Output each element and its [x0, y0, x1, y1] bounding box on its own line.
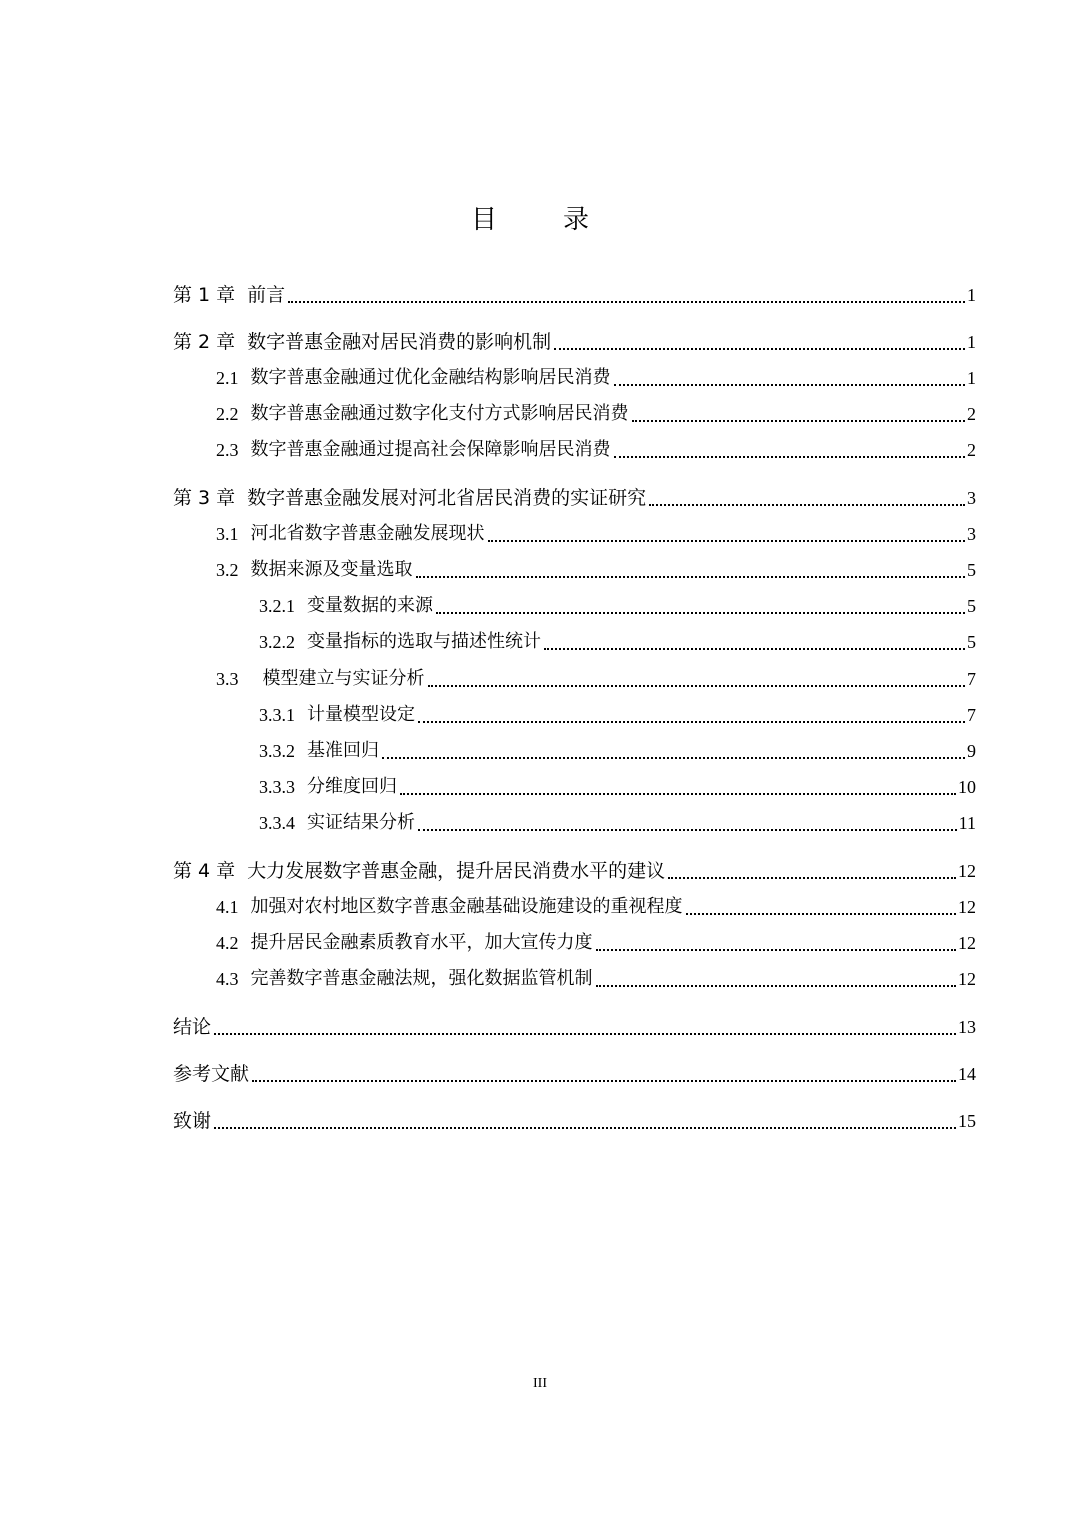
toc-entry-page: 1	[967, 285, 976, 305]
toc-entry-number: 第 3 章	[173, 487, 236, 509]
toc-entry-page: 12	[958, 933, 976, 953]
toc-entry-label: 致谢	[173, 1110, 212, 1132]
toc-entry-label: 河北省数字普惠金融发展现状	[250, 523, 485, 544]
toc-entry-page: 3	[967, 524, 976, 544]
dot-leader	[632, 419, 966, 422]
toc-entry[interactable]	[173, 399, 976, 429]
toc-entry-page: 1	[967, 332, 976, 352]
toc-entry-label: 分维度回归	[307, 776, 397, 797]
toc-entry-number: 3.2.2	[259, 632, 295, 652]
toc-entry-page: 7	[967, 669, 976, 689]
toc-entry-page: 7	[967, 705, 976, 725]
toc-entry-label: 实证结果分析	[307, 812, 415, 833]
toc-entry-page: 2	[967, 440, 976, 460]
toc-entry-label: 数字普惠金融对居民消费的影响机制	[247, 331, 552, 353]
toc-entry-label: 数字普惠金融通过优化金融结构影响居民消费	[250, 367, 611, 388]
page-title: 目 录	[470, 205, 609, 235]
toc-entry[interactable]	[173, 627, 976, 657]
toc-entry-page: 3	[967, 488, 976, 508]
dot-leader	[382, 756, 965, 759]
toc-entry-label: 数据来源及变量选取	[250, 559, 413, 580]
toc-entry[interactable]	[173, 591, 976, 621]
toc-entry-label: 数字普惠金融发展对河北省居民消费的实证研究	[247, 487, 647, 509]
toc-entry-page: 5	[967, 560, 976, 580]
toc-entry-page: 14	[958, 1064, 976, 1084]
toc-entry-page: 5	[967, 632, 976, 652]
toc-entry-number: 2.3	[216, 440, 239, 460]
toc-entry-label: 大力发展数字普惠金融，提升居民消费水平的建议	[247, 860, 666, 882]
dot-leader	[214, 1126, 956, 1129]
toc-entry[interactable]	[173, 483, 976, 513]
toc-entry[interactable]	[173, 856, 976, 886]
toc-entry[interactable]	[173, 1106, 976, 1136]
dot-leader	[649, 503, 965, 506]
toc-entry-label: 加强对农村地区数字普惠金融基础设施建设的重视程度	[250, 896, 683, 917]
toc-entry-label: 计量模型设定	[307, 704, 415, 725]
toc-entry-number: 3.3.4	[259, 813, 295, 833]
toc-entry[interactable]	[173, 892, 976, 922]
dot-leader	[554, 347, 965, 350]
toc-entry-page: 12	[958, 897, 976, 917]
toc-entry-label: 变量数据的来源	[307, 595, 433, 616]
toc-entry[interactable]	[173, 555, 976, 585]
toc-entry-page: 11	[958, 813, 976, 833]
toc-entry[interactable]	[173, 736, 976, 766]
dot-leader	[400, 792, 956, 795]
toc-entry[interactable]	[173, 964, 976, 994]
dot-leader	[418, 720, 965, 723]
dot-leader	[418, 828, 957, 831]
toc-entry[interactable]	[173, 363, 976, 393]
toc-entry[interactable]	[173, 664, 976, 694]
toc-entry-number: 3.3.3	[259, 777, 295, 797]
toc-entry-label: 结论	[173, 1016, 212, 1038]
toc-entry-number: 2.1	[216, 368, 239, 388]
toc-entry-label: 变量指标的选取与描述性统计	[307, 631, 541, 652]
dot-leader	[488, 539, 966, 542]
toc-entry[interactable]	[173, 1059, 976, 1089]
dot-leader	[614, 455, 966, 458]
toc-entry-number: 3.1	[216, 524, 239, 544]
toc-entry-number: 3.2	[216, 560, 239, 580]
toc-entry-page: 1	[967, 368, 976, 388]
dot-leader	[428, 684, 966, 687]
dot-leader	[416, 575, 966, 578]
dot-leader	[252, 1079, 956, 1082]
toc-entry-page: 15	[958, 1111, 976, 1131]
toc-entry[interactable]	[173, 928, 976, 958]
toc-entry-number: 4.1	[216, 897, 239, 917]
dot-leader	[436, 611, 965, 614]
toc-entry-label: 数字普惠金融通过数字化支付方式影响居民消费	[250, 403, 629, 424]
toc-entry-page: 9	[967, 741, 976, 761]
toc-entry[interactable]	[173, 519, 976, 549]
toc-entry-number: 3.2.1	[259, 596, 295, 616]
toc-entry-label: 数字普惠金融通过提高社会保障影响居民消费	[250, 439, 611, 460]
dot-leader	[214, 1032, 956, 1035]
dot-leader	[596, 984, 957, 987]
toc-entry[interactable]	[173, 700, 976, 730]
toc-entry-page: 13	[958, 1017, 976, 1037]
toc-entry-label: 前言	[247, 284, 286, 306]
toc-entry-page: 12	[958, 969, 976, 989]
dot-leader	[686, 912, 957, 915]
toc-entry[interactable]	[173, 1012, 976, 1042]
toc-entry-page: 10	[958, 777, 976, 797]
toc-entry-number: 3.3.1	[259, 705, 295, 725]
toc-entry[interactable]	[173, 772, 976, 802]
toc-entry-label: 完善数字普惠金融法规，强化数据监管机制	[250, 968, 593, 989]
toc-entry-label: 模型建立与实证分析	[262, 668, 425, 689]
dot-leader	[596, 948, 957, 951]
toc-entry-page: 12	[958, 861, 976, 881]
dot-leader	[288, 300, 965, 303]
dot-leader	[544, 647, 965, 650]
toc-entry-number: 2.2	[216, 404, 239, 424]
toc-entry-number: 第 2 章	[173, 331, 236, 353]
toc-entry-label: 基准回归	[307, 740, 379, 761]
toc-entry-label: 参考文献	[173, 1063, 250, 1085]
toc-entry[interactable]	[173, 327, 976, 357]
toc-entry-number: 3.3.2	[259, 741, 295, 761]
footer-page-number: III	[533, 1376, 547, 1391]
toc-entry-number: 3.3	[216, 669, 239, 689]
toc-entry[interactable]	[173, 435, 976, 465]
dot-leader	[668, 876, 956, 879]
dot-leader	[614, 383, 966, 386]
toc-entry-number: 第 4 章	[173, 860, 236, 882]
toc-entry-page: 5	[967, 596, 976, 616]
toc-entry-number: 4.3	[216, 969, 239, 989]
toc-entry-number: 第 1 章	[173, 284, 236, 306]
toc-entry-label: 提升居民金融素质教育水平，加大宣传力度	[250, 932, 593, 953]
toc-entry-page: 2	[967, 404, 976, 424]
toc-entry[interactable]	[173, 280, 976, 310]
toc-entry-number: 4.2	[216, 933, 239, 953]
toc-entry[interactable]	[173, 808, 976, 838]
